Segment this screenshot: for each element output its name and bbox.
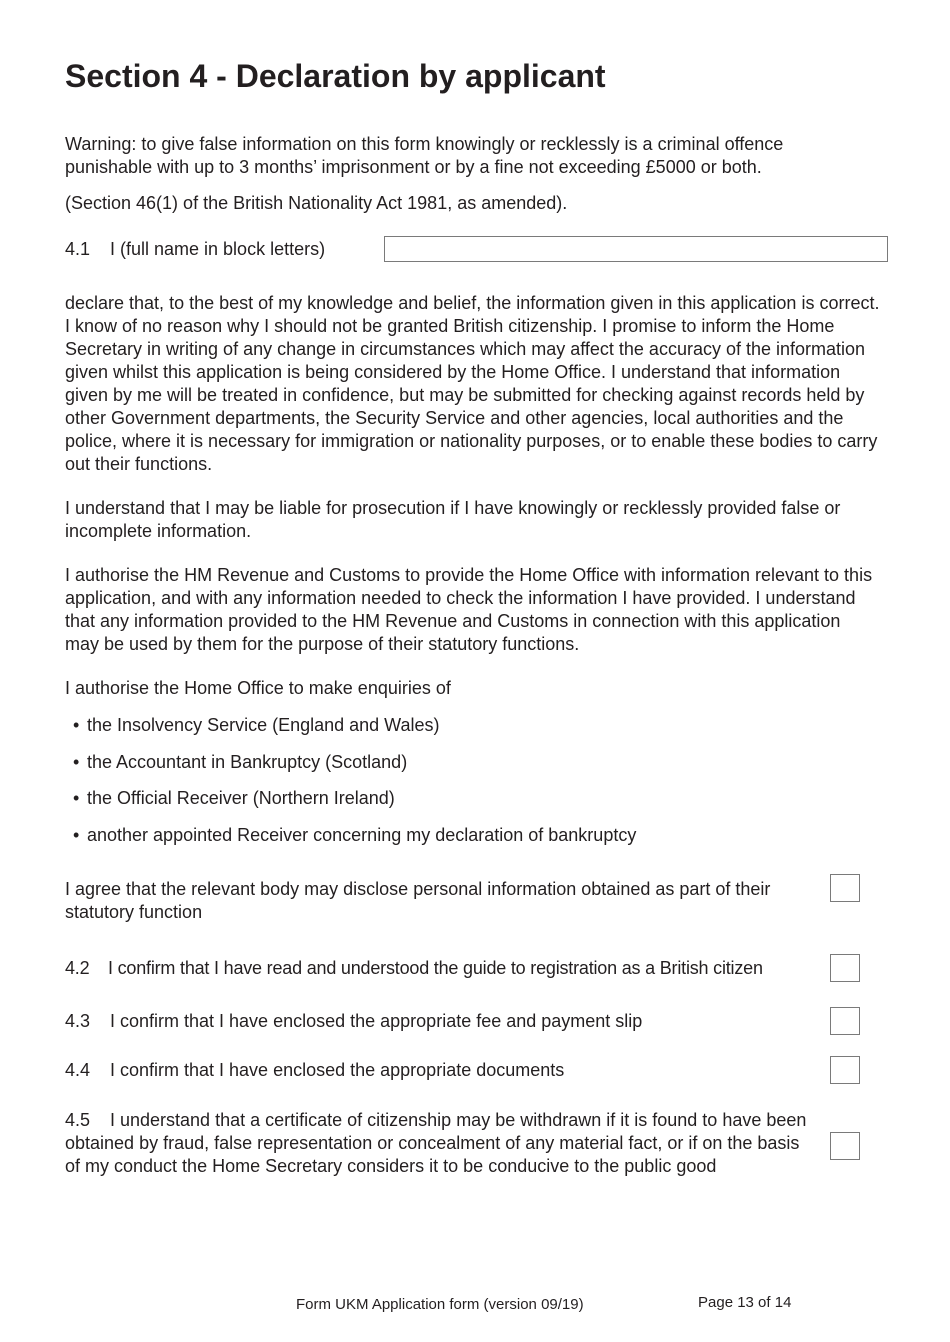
declaration-paragraph-1: declare that, to the best of my knowledge and belief, the information given in this application is correct. I know of no reason why I should not be granted British citizenship. I promise to inform the Home Secretary in writing of any change in circumstances which may affect the accuracy of the information given whilst this application is being considered by the Home Office. I understand that information given by me will be treated in confidence, but may be submitted for checking against records held by other Government departments, the Security Service and other agencies, local authorities and the police, where it is necessary for immigration or nationality purposes, or to enable these bodies to carry out their functions. <box>65 293 880 474</box>
full-name-input[interactable] <box>384 236 888 262</box>
q43-number: 4.3 <box>65 1011 91 1031</box>
q45-row <box>65 1109 817 1178</box>
form-version-footer: Form UKM Application form (version 09/19) <box>296 1296 584 1313</box>
q43-row <box>65 1010 825 1033</box>
q45-text: I understand that a certificate of citizenship may be withdrawn if it is found to have been obtained by fraud, false representation or concealment of any material fact, or if on the basis of my conduct the Home Secretary considers it to be conducive to the public good <box>65 1110 807 1176</box>
q41-label-row <box>65 238 325 261</box>
warning-citation: (Section 46(1) of the British Nationality Act 1981, as amended). <box>65 193 568 213</box>
warning-text: Warning: to give false information on this form knowingly or recklessly is a criminal offence punishable with up to 3 months’ imprisonment or by a fine not exceeding £5000 or both. <box>65 134 784 177</box>
q44-number: 4.4 <box>65 1060 91 1080</box>
list-item: • the Official Receiver (Northern Ireland) <box>73 788 395 808</box>
q42-row <box>65 957 825 980</box>
q42-number: 4.2 <box>65 958 90 978</box>
q44-row <box>65 1059 825 1082</box>
q41-label: I (full name in block letters) <box>110 239 326 259</box>
q45-number: 4.5 <box>65 1110 91 1130</box>
q44-checkbox[interactable] <box>830 1056 860 1084</box>
q43-text: I confirm that I have enclosed the appropriate fee and payment slip <box>110 1011 643 1031</box>
list-item: • another appointed Receiver concerning my declaration of bankruptcy <box>73 824 637 845</box>
q44-text: I confirm that I have enclosed the appropriate documents <box>110 1060 565 1080</box>
list-item: • the Accountant in Bankruptcy (Scotland) <box>73 751 408 772</box>
declaration-paragraph-3: I authorise the HM Revenue and Customs to provide the Home Office with information relevant to this application, and with any information needed to check the information I have provided. I understand that any information provided to the HM Revenue and Customs in connection with this application may be used by them for the purpose of their statutory functions. <box>65 565 873 654</box>
section-title: Section 4 - Declaration by applicant <box>65 58 606 94</box>
enquiry-bodies-list <box>73 714 636 860</box>
q42-checkbox[interactable] <box>830 954 860 982</box>
q45-checkbox[interactable] <box>830 1132 860 1160</box>
disclosure-agreement-text: I agree that the relevant body may disclose personal information obtained as part of their statutory function <box>65 879 771 922</box>
q43-checkbox[interactable] <box>830 1007 860 1035</box>
list-item: • the Insolvency Service (England and Wales) <box>73 715 440 735</box>
declaration-paragraph-4: I authorise the Home Office to make enquiries of <box>65 678 451 698</box>
page-number: Page 13 of 14 <box>698 1294 792 1311</box>
q41-number: 4.1 <box>65 239 91 259</box>
disclosure-agreement-checkbox[interactable] <box>830 874 860 902</box>
declaration-paragraph-2: I understand that I may be liable for prosecution if I have knowingly or recklessly provided false or incomplete information. <box>65 498 841 541</box>
q42-text: I confirm that I have read and understood the guide to registration as a British citizen <box>108 958 763 978</box>
